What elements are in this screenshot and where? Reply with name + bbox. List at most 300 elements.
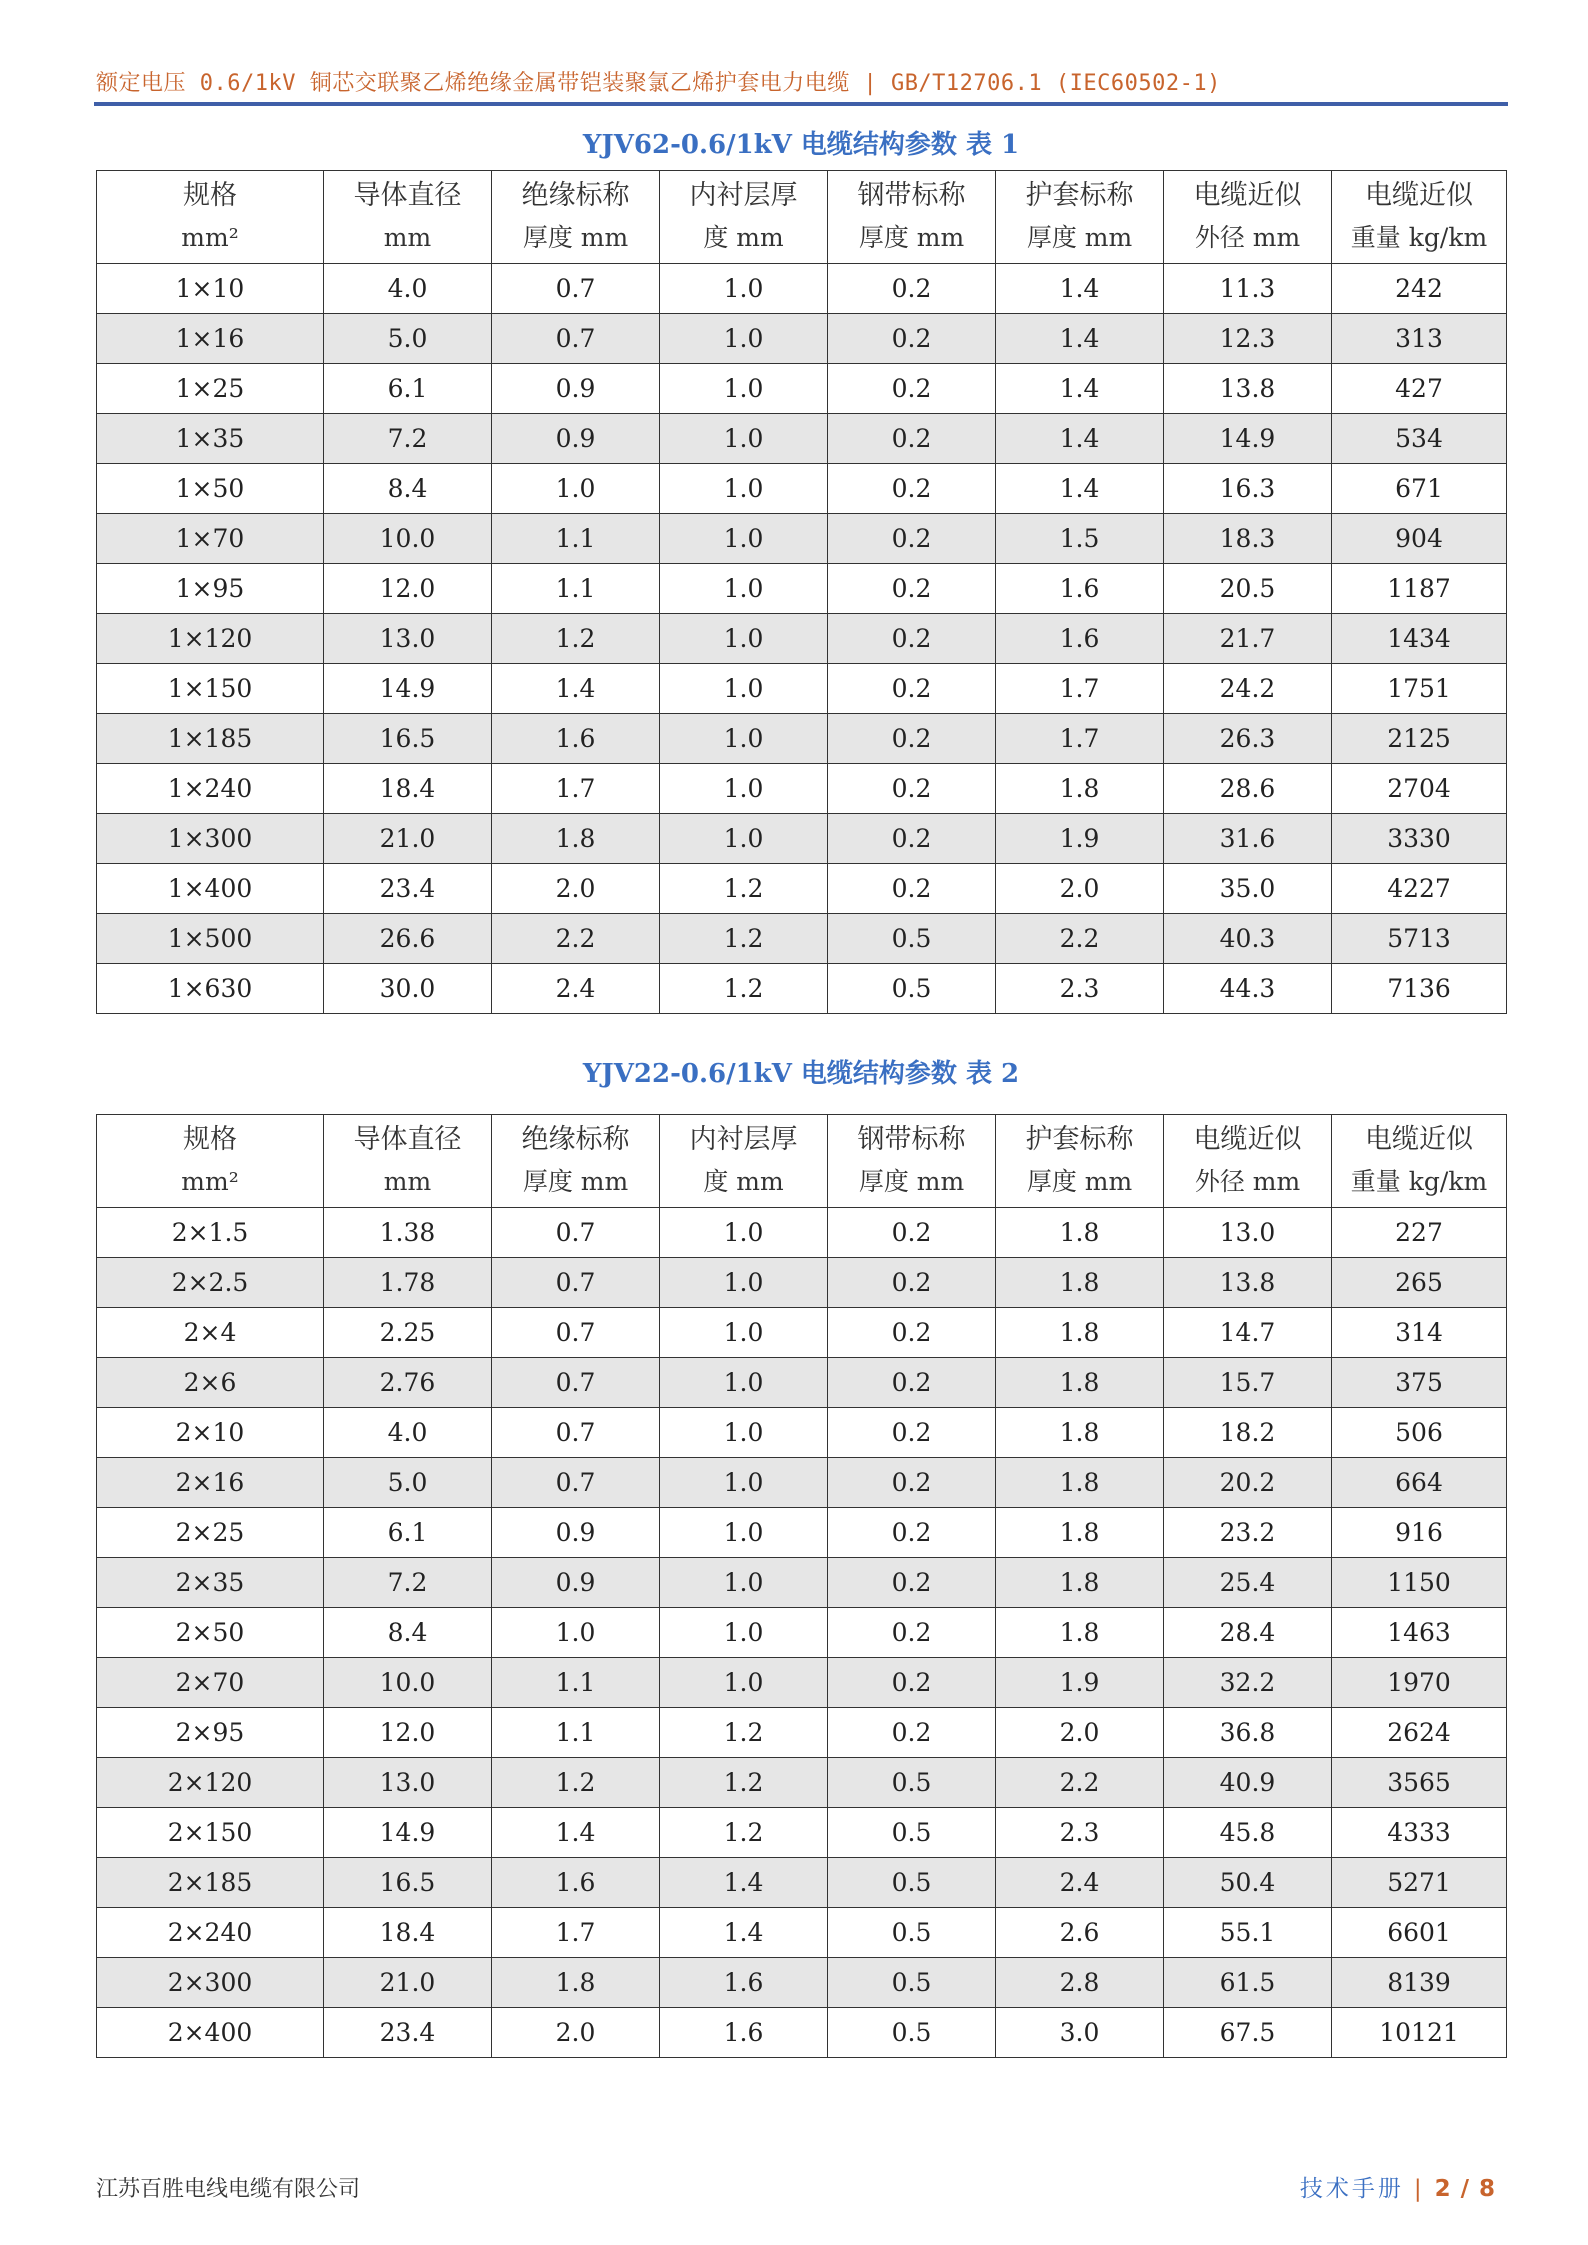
table-cell: 2624: [1332, 1708, 1507, 1758]
table-cell: 12.0: [324, 564, 492, 614]
table-cell: 4333: [1332, 1808, 1507, 1858]
table-cell: 904: [1332, 514, 1507, 564]
table-cell: 3.0: [996, 2008, 1164, 2058]
table-cell: 1.9: [996, 1658, 1164, 1708]
table-cell: 0.9: [492, 364, 660, 414]
table-cell: 44.3: [1164, 964, 1332, 1014]
table-cell: 1.7: [996, 714, 1164, 764]
table2-title: YJV22-0.6/1kV 电缆结构参数 表 2: [582, 1059, 1020, 1089]
column-header: [1332, 171, 1507, 264]
table-cell: 2×185: [97, 1858, 324, 1908]
table-cell: 12.3: [1164, 314, 1332, 364]
table-cell: 1.4: [660, 1908, 828, 1958]
table-cell: 0.7: [492, 1308, 660, 1358]
table-cell: 0.5: [828, 914, 996, 964]
table-cell: 16.3: [1164, 464, 1332, 514]
table-cell: 1.7: [996, 664, 1164, 714]
table-cell: 16.5: [324, 714, 492, 764]
column-header: [1164, 171, 1332, 264]
table-cell: 13.0: [1164, 1208, 1332, 1258]
table-cell: 1×185: [97, 714, 324, 764]
table-cell: 2×120: [97, 1758, 324, 1808]
table-cell: 1.1: [492, 1658, 660, 1708]
table-cell: 1.2: [492, 1758, 660, 1808]
table-cell: 1.0: [660, 314, 828, 364]
table-row: [97, 364, 1507, 414]
table-cell: 1.7: [492, 1908, 660, 1958]
table-cell: 40.9: [1164, 1758, 1332, 1808]
column-header-line1: 电缆近似: [1193, 1124, 1302, 1155]
table-cell: 0.2: [828, 814, 996, 864]
table-cell: 1.0: [492, 1608, 660, 1658]
table-cell: 20.5: [1164, 564, 1332, 614]
table2: [96, 1114, 1507, 2058]
column-header-line1: 内衬层厚: [689, 180, 798, 211]
table-cell: 6601: [1332, 1908, 1507, 1958]
table-cell: 1.6: [492, 714, 660, 764]
column-header-line1: 钢带标称: [857, 1124, 966, 1155]
table-cell: 18.4: [324, 1908, 492, 1958]
table2-header-row: [97, 1115, 1507, 1208]
column-header: [492, 171, 660, 264]
table-cell: 4.0: [324, 264, 492, 314]
table-cell: 1.8: [996, 1208, 1164, 1258]
column-header-line2: 厚度 mm: [1026, 223, 1133, 252]
table-cell: 1.0: [660, 414, 828, 464]
table-cell: 1.0: [660, 464, 828, 514]
table-cell: 0.2: [828, 1408, 996, 1458]
table-cell: 1.0: [660, 1258, 828, 1308]
table-cell: 1.2: [660, 964, 828, 1014]
column-header-line2: mm²: [181, 1167, 239, 1196]
table-row: [97, 1858, 1507, 1908]
footer-manual-label: 技术手册: [1299, 2176, 1404, 2202]
table-cell: 5.0: [324, 1458, 492, 1508]
table-cell: 1187: [1332, 564, 1507, 614]
table-cell: 0.2: [828, 1608, 996, 1658]
table-cell: 40.3: [1164, 914, 1332, 964]
table-cell: 1.8: [996, 764, 1164, 814]
table1-header-row: [97, 171, 1507, 264]
table-cell: 1150: [1332, 1558, 1507, 1608]
table-cell: 0.7: [492, 1458, 660, 1508]
table-cell: 314: [1332, 1308, 1507, 1358]
table-cell: 14.9: [324, 1808, 492, 1858]
table-cell: 1×95: [97, 564, 324, 614]
table-cell: 14.9: [1164, 414, 1332, 464]
table-cell: 2.3: [996, 964, 1164, 1014]
table-cell: 6.1: [324, 1508, 492, 1558]
table-cell: 1.1: [492, 564, 660, 614]
table-row: [97, 1258, 1507, 1308]
table-cell: 7.2: [324, 414, 492, 464]
column-header-line1: 护套标称: [1025, 180, 1134, 211]
table-row: [97, 764, 1507, 814]
table-cell: 1.6: [660, 1958, 828, 2008]
table-cell: 0.2: [828, 1708, 996, 1758]
table-cell: 1.8: [996, 1408, 1164, 1458]
column-header: [97, 1115, 324, 1208]
table-cell: 313: [1332, 314, 1507, 364]
table-row: [97, 1208, 1507, 1258]
table-cell: 55.1: [1164, 1908, 1332, 1958]
table-cell: 35.0: [1164, 864, 1332, 914]
column-header-line1: 电缆近似: [1193, 180, 1302, 211]
table-cell: 1.2: [660, 914, 828, 964]
table-cell: 1.8: [492, 814, 660, 864]
table-cell: 0.2: [828, 314, 996, 364]
table-cell: 0.7: [492, 264, 660, 314]
table-cell: 13.0: [324, 1758, 492, 1808]
header-divider: [94, 102, 1508, 106]
table-cell: 2×70: [97, 1658, 324, 1708]
column-header-line2: mm: [383, 1167, 432, 1196]
table-cell: 1.2: [660, 1808, 828, 1858]
table-cell: 13.8: [1164, 364, 1332, 414]
column-header-line2: 外径 mm: [1194, 223, 1301, 252]
table-cell: 50.4: [1164, 1858, 1332, 1908]
table-cell: 0.5: [828, 1958, 996, 2008]
table-cell: 0.5: [828, 1858, 996, 1908]
table-cell: 1.0: [660, 1608, 828, 1658]
table-cell: 1.78: [324, 1258, 492, 1308]
table-cell: 1.2: [660, 1708, 828, 1758]
table1-title: YJV62-0.6/1kV 电缆结构参数 表 1: [582, 130, 1020, 160]
table-row: [97, 1808, 1507, 1858]
table-cell: 1.0: [660, 564, 828, 614]
column-header: [324, 171, 492, 264]
table-row: [97, 1558, 1507, 1608]
table-cell: 1463: [1332, 1608, 1507, 1658]
table-cell: 1.8: [996, 1358, 1164, 1408]
table-cell: 1.2: [660, 864, 828, 914]
table-cell: 1.9: [996, 814, 1164, 864]
table-cell: 1.8: [996, 1258, 1164, 1308]
table-cell: 2.2: [996, 914, 1164, 964]
table-cell: 0.2: [828, 1258, 996, 1308]
column-header: [996, 1115, 1164, 1208]
table-row: [97, 564, 1507, 614]
table-cell: 8139: [1332, 1958, 1507, 2008]
table-cell: 2×4: [97, 1308, 324, 1358]
table-cell: 2.0: [492, 2008, 660, 2058]
table-cell: 2704: [1332, 764, 1507, 814]
table-cell: 21.0: [324, 814, 492, 864]
table-cell: 2.0: [492, 864, 660, 914]
table-row: [97, 1658, 1507, 1708]
table-row: [97, 1908, 1507, 1958]
table-cell: 0.5: [828, 2008, 996, 2058]
table-cell: 28.6: [1164, 764, 1332, 814]
table-cell: 0.5: [828, 1758, 996, 1808]
table-cell: 1×630: [97, 964, 324, 1014]
table-cell: 1.6: [660, 2008, 828, 2058]
table-cell: 0.5: [828, 1908, 996, 1958]
column-header-line2: 重量 kg/km: [1350, 223, 1488, 252]
table-cell: 0.5: [828, 964, 996, 1014]
table-cell: 1.8: [996, 1458, 1164, 1508]
table-cell: 14.9: [324, 664, 492, 714]
table-row: [97, 1758, 1507, 1808]
column-header-line2: 厚度 mm: [858, 1167, 965, 1196]
table-cell: 2.0: [996, 1708, 1164, 1758]
table-cell: 1.4: [660, 1858, 828, 1908]
table-cell: 1.6: [492, 1858, 660, 1908]
table-cell: 1.0: [660, 264, 828, 314]
column-header: [1332, 1115, 1507, 1208]
table-cell: 5271: [1332, 1858, 1507, 1908]
table-cell: 10.0: [324, 1658, 492, 1708]
table-row: [97, 1308, 1507, 1358]
table-cell: 0.2: [828, 414, 996, 464]
table-cell: 1.0: [660, 1308, 828, 1358]
table-row: [97, 1958, 1507, 2008]
column-header: [660, 1115, 828, 1208]
column-header-line2: 厚度 mm: [1026, 1167, 1133, 1196]
column-header-line2: 度 mm: [703, 223, 784, 252]
table-cell: 14.7: [1164, 1308, 1332, 1358]
table-cell: 1.0: [660, 1558, 828, 1608]
table-cell: 12.0: [324, 1708, 492, 1758]
table-cell: 2.8: [996, 1958, 1164, 2008]
column-header-line1: 电缆近似: [1365, 180, 1473, 211]
column-header-line1: 电缆近似: [1365, 1124, 1473, 1155]
column-header-line1: 钢带标称: [857, 180, 966, 211]
column-header: [996, 171, 1164, 264]
table-cell: 23.4: [324, 864, 492, 914]
table-cell: 2.2: [492, 914, 660, 964]
table-cell: 671: [1332, 464, 1507, 514]
table-cell: 16.5: [324, 1858, 492, 1908]
table-row: [97, 964, 1507, 1014]
table-cell: 28.4: [1164, 1608, 1332, 1658]
table-cell: 0.2: [828, 1558, 996, 1608]
footer-page-info: [1300, 2170, 1496, 2203]
table-cell: 0.9: [492, 1558, 660, 1608]
table-row: [97, 1408, 1507, 1458]
table-cell: 1.4: [996, 414, 1164, 464]
table-cell: 1×35: [97, 414, 324, 464]
table-cell: 1.0: [660, 1358, 828, 1408]
table-cell: 0.2: [828, 564, 996, 614]
table-cell: 1×50: [97, 464, 324, 514]
table-cell: 375: [1332, 1358, 1507, 1408]
table-cell: 1×500: [97, 914, 324, 964]
table-cell: 2.4: [996, 1858, 1164, 1908]
table-cell: 2.4: [492, 964, 660, 1014]
table-cell: 1970: [1332, 1658, 1507, 1708]
table-cell: 1434: [1332, 614, 1507, 664]
table-cell: 1.0: [660, 614, 828, 664]
table-cell: 31.6: [1164, 814, 1332, 864]
table-cell: 1×150: [97, 664, 324, 714]
table-cell: 1.0: [660, 514, 828, 564]
table-cell: 26.3: [1164, 714, 1332, 764]
table-cell: 18.3: [1164, 514, 1332, 564]
table-cell: 23.2: [1164, 1508, 1332, 1558]
table-cell: 5.0: [324, 314, 492, 364]
column-header: [1164, 1115, 1332, 1208]
table-cell: 21.7: [1164, 614, 1332, 664]
table-cell: 2×16: [97, 1458, 324, 1508]
table-cell: 916: [1332, 1508, 1507, 1558]
table-cell: 4.0: [324, 1408, 492, 1458]
column-header: [492, 1115, 660, 1208]
column-header-line1: 规格: [183, 1124, 237, 1155]
table-row: [97, 664, 1507, 714]
table-cell: 0.2: [828, 1458, 996, 1508]
table-cell: 8.4: [324, 464, 492, 514]
table-cell: 1×300: [97, 814, 324, 864]
table-cell: 1.1: [492, 514, 660, 564]
table-cell: 2.3: [996, 1808, 1164, 1858]
table-row: [97, 1708, 1507, 1758]
footer-separator: |: [1413, 2176, 1425, 2202]
table-cell: 534: [1332, 414, 1507, 464]
table-cell: 1.4: [996, 364, 1164, 414]
table-cell: 0.2: [828, 1358, 996, 1408]
table-row: [97, 464, 1507, 514]
column-header-line1: 规格: [183, 180, 237, 211]
table-cell: 1.2: [660, 1758, 828, 1808]
table-cell: 1×120: [97, 614, 324, 664]
table2-body: [97, 1208, 1507, 2058]
table-cell: 1751: [1332, 664, 1507, 714]
column-header-line1: 绝缘标称: [521, 1124, 630, 1155]
table-cell: 13.8: [1164, 1258, 1332, 1308]
table-row: [97, 714, 1507, 764]
table-cell: 36.8: [1164, 1708, 1332, 1758]
table-cell: 18.2: [1164, 1408, 1332, 1458]
table-cell: 1.4: [996, 264, 1164, 314]
table-cell: 1×25: [97, 364, 324, 414]
table-row: [97, 814, 1507, 864]
table-row: [97, 914, 1507, 964]
table-cell: 1.8: [996, 1308, 1164, 1358]
table-cell: 1.0: [660, 764, 828, 814]
table-cell: 0.2: [828, 864, 996, 914]
table-cell: 20.2: [1164, 1458, 1332, 1508]
table-cell: 26.6: [324, 914, 492, 964]
column-header: [828, 171, 996, 264]
column-header-line1: 导体直径: [353, 1124, 462, 1155]
table-row: [97, 1508, 1507, 1558]
table-cell: 2125: [1332, 714, 1507, 764]
table-cell: 1.8: [996, 1608, 1164, 1658]
table-cell: 0.5: [828, 1808, 996, 1858]
table-cell: 13.0: [324, 614, 492, 664]
table-cell: 2×6: [97, 1358, 324, 1408]
column-header-line2: mm: [383, 223, 432, 252]
table-cell: 0.2: [828, 1658, 996, 1708]
table-cell: 0.2: [828, 464, 996, 514]
table-cell: 67.5: [1164, 2008, 1332, 2058]
column-header: [97, 171, 324, 264]
table-cell: 1.0: [660, 1658, 828, 1708]
table-cell: 2×150: [97, 1808, 324, 1858]
table-cell: 1.5: [996, 514, 1164, 564]
column-header: [828, 1115, 996, 1208]
table-cell: 242: [1332, 264, 1507, 314]
table-cell: 10121: [1332, 2008, 1507, 2058]
table-cell: 1×400: [97, 864, 324, 914]
table-cell: 0.2: [828, 764, 996, 814]
table-cell: 3330: [1332, 814, 1507, 864]
table-cell: 11.3: [1164, 264, 1332, 314]
table-cell: 61.5: [1164, 1958, 1332, 2008]
table-row: [97, 514, 1507, 564]
table-cell: 0.2: [828, 364, 996, 414]
table-cell: 1.2: [492, 614, 660, 664]
table-cell: 5713: [1332, 914, 1507, 964]
column-header-line1: 护套标称: [1025, 1124, 1134, 1155]
table-cell: 2×50: [97, 1608, 324, 1658]
table-cell: 25.4: [1164, 1558, 1332, 1608]
column-header: [324, 1115, 492, 1208]
table-cell: 427: [1332, 364, 1507, 414]
table-cell: 18.4: [324, 764, 492, 814]
table-cell: 2×400: [97, 2008, 324, 2058]
table-cell: 2×35: [97, 1558, 324, 1608]
table-cell: 8.4: [324, 1608, 492, 1658]
table-cell: 1.6: [996, 564, 1164, 614]
table-row: [97, 614, 1507, 664]
table-cell: 2×1.5: [97, 1208, 324, 1258]
table-cell: 0.7: [492, 1208, 660, 1258]
table-cell: 0.2: [828, 264, 996, 314]
table-cell: 1.0: [660, 714, 828, 764]
table-cell: 2×95: [97, 1708, 324, 1758]
table-cell: 1.38: [324, 1208, 492, 1258]
column-header-line2: 度 mm: [703, 1167, 784, 1196]
table-cell: 23.4: [324, 2008, 492, 2058]
table-cell: 0.7: [492, 1258, 660, 1308]
column-header-line2: 厚度 mm: [522, 223, 629, 252]
table-cell: 45.8: [1164, 1808, 1332, 1858]
table-cell: 1.8: [996, 1508, 1164, 1558]
column-header-line2: 厚度 mm: [522, 1167, 629, 1196]
table-cell: 6.1: [324, 364, 492, 414]
table-cell: 1.0: [660, 1508, 828, 1558]
table-cell: 21.0: [324, 1958, 492, 2008]
table-cell: 0.2: [828, 1308, 996, 1358]
table-cell: 227: [1332, 1208, 1507, 1258]
column-header-line1: 导体直径: [353, 180, 462, 211]
table-cell: 0.2: [828, 1508, 996, 1558]
table-cell: 0.9: [492, 414, 660, 464]
table-cell: 1.0: [660, 814, 828, 864]
page-number: 2 / 8: [1434, 2176, 1496, 2202]
table-cell: 1.4: [492, 1808, 660, 1858]
table-cell: 0.2: [828, 664, 996, 714]
column-header-line2: mm²: [181, 223, 239, 252]
page-header: 额定电压 0.6/1kV 铜芯交联聚乙烯绝缘金属带铠装聚氯乙烯护套电力电缆 | GB/T12706.1 (IEC60502-1): [96, 71, 1221, 96]
table-cell: 1.0: [492, 464, 660, 514]
table-cell: 2×300: [97, 1958, 324, 2008]
table-cell: 0.2: [828, 614, 996, 664]
column-header: [660, 171, 828, 264]
table-cell: 0.2: [828, 714, 996, 764]
table-cell: 2×2.5: [97, 1258, 324, 1308]
table-cell: 1.0: [660, 1208, 828, 1258]
table-cell: 506: [1332, 1408, 1507, 1458]
column-header-line1: 内衬层厚: [689, 1124, 798, 1155]
table-cell: 0.2: [828, 514, 996, 564]
table-cell: 2.6: [996, 1908, 1164, 1958]
table-cell: 3565: [1332, 1758, 1507, 1808]
table-cell: 2.2: [996, 1758, 1164, 1808]
table-cell: 2×10: [97, 1408, 324, 1458]
